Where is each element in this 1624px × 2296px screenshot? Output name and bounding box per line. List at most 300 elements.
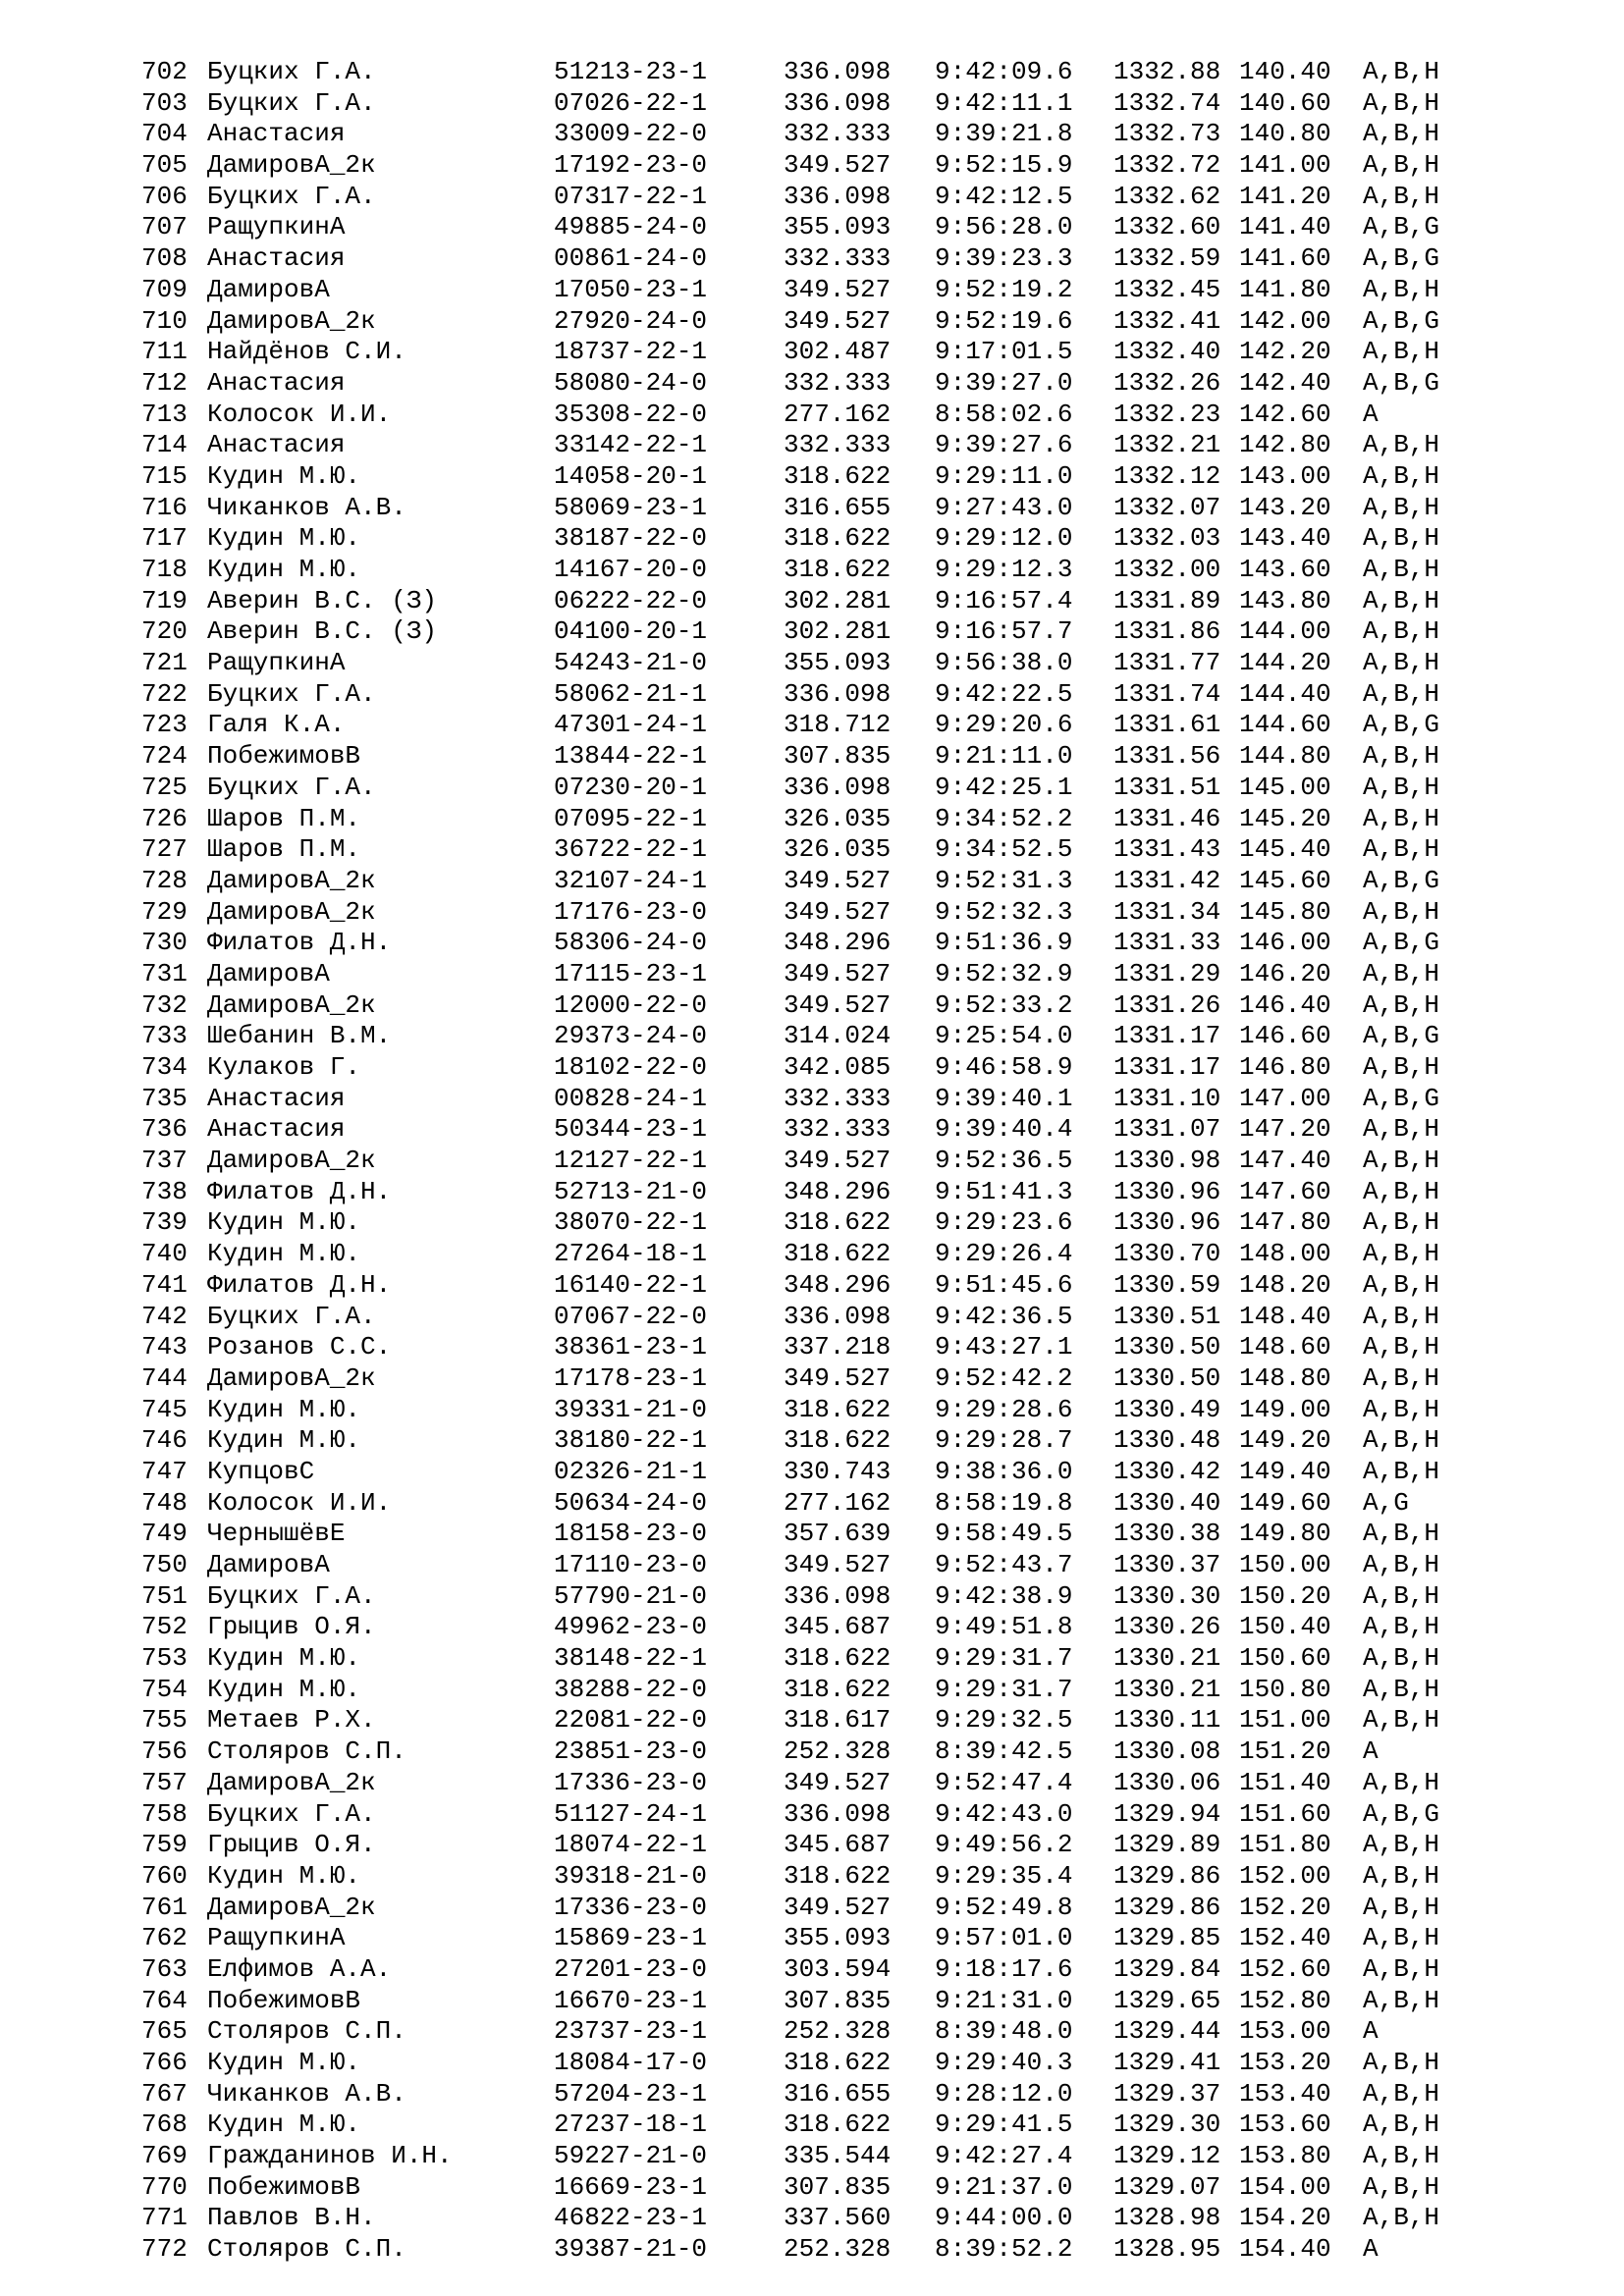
distance-value: 318.622	[784, 460, 892, 491]
ring-number: 49962-23-0	[554, 1612, 708, 1642]
coefficient-value: 150.60	[1239, 1643, 1331, 1674]
owner-name: Колосок И.И.	[207, 1487, 392, 1518]
ring-number: 12000-22-0	[554, 989, 708, 1020]
coefficient-value: 153.80	[1239, 2141, 1331, 2171]
category-flags: A,B,H	[1363, 1114, 1440, 1145]
category-flags: A,B,H	[1363, 1767, 1440, 1797]
ring-number: 57790-21-0	[554, 1580, 708, 1611]
owner-name: Анастасия	[207, 119, 346, 149]
place-number: 716	[141, 492, 188, 522]
category-flags: A,B,H	[1363, 430, 1440, 460]
ring-number: 35308-22-0	[554, 399, 708, 429]
coefficient-value: 149.00	[1239, 1394, 1331, 1424]
category-flags: A,B,H	[1363, 1394, 1440, 1424]
speed-value: 1329.89	[1113, 1830, 1221, 1860]
coefficient-value: 147.60	[1239, 1176, 1331, 1206]
place-number: 759	[141, 1830, 188, 1860]
category-flags: A,B,H	[1363, 989, 1440, 1020]
owner-name: Павлов В.Н.	[207, 2203, 376, 2233]
speed-value: 1332.12	[1113, 460, 1221, 491]
distance-value: 332.333	[784, 243, 892, 274]
place-number: 703	[141, 87, 188, 118]
arrival-time: 9:21:11.0	[935, 741, 1073, 772]
coefficient-value: 141.00	[1239, 150, 1331, 181]
category-flags: A,B,G	[1363, 865, 1440, 895]
owner-name: ДамировА_2к	[207, 1362, 376, 1393]
coefficient-value: 146.40	[1239, 989, 1331, 1020]
speed-value: 1329.84	[1113, 1953, 1221, 1984]
place-number: 746	[141, 1425, 188, 1456]
coefficient-value: 143.80	[1239, 585, 1331, 615]
coefficient-value: 147.40	[1239, 1146, 1331, 1176]
ring-number: 54243-21-0	[554, 648, 708, 678]
owner-name: Анастасия	[207, 1083, 346, 1113]
coefficient-value: 141.60	[1239, 243, 1331, 274]
speed-value: 1328.95	[1113, 2234, 1221, 2265]
arrival-time: 9:51:41.3	[935, 1176, 1073, 1206]
arrival-time: 9:39:40.1	[935, 1083, 1073, 1113]
distance-value: 348.296	[784, 1269, 892, 1300]
place-number: 706	[141, 181, 188, 211]
category-flags: A,B,H	[1363, 1674, 1440, 1704]
owner-name: Буцких Г.А.	[207, 87, 376, 118]
category-flags: A,B,H	[1363, 585, 1440, 615]
place-number: 726	[141, 803, 188, 833]
category-flags: A,B,H	[1363, 2203, 1440, 2233]
category-flags: A,B,H	[1363, 1892, 1440, 1922]
ring-number: 18158-23-0	[554, 1519, 708, 1549]
arrival-time: 9:42:27.4	[935, 2141, 1073, 2171]
owner-name: Елфимов А.А.	[207, 1953, 392, 1984]
ring-number: 32107-24-1	[554, 865, 708, 895]
speed-value: 1332.60	[1113, 212, 1221, 242]
speed-value: 1331.86	[1113, 616, 1221, 647]
coefficient-value: 143.20	[1239, 492, 1331, 522]
place-number: 748	[141, 1487, 188, 1518]
arrival-time: 9:29:11.0	[935, 460, 1073, 491]
arrival-time: 9:38:36.0	[935, 1456, 1073, 1486]
distance-value: 336.098	[784, 57, 892, 86]
place-number: 760	[141, 1860, 188, 1891]
ring-number: 18074-22-1	[554, 1830, 708, 1860]
speed-value: 1329.65	[1113, 1985, 1221, 2015]
speed-value: 1331.26	[1113, 989, 1221, 1020]
ring-number: 12127-22-1	[554, 1146, 708, 1176]
coefficient-value: 153.60	[1239, 2109, 1331, 2140]
speed-value: 1332.62	[1113, 181, 1221, 211]
arrival-time: 9:42:11.1	[935, 87, 1073, 118]
coefficient-value: 144.40	[1239, 678, 1331, 709]
category-flags: A,B,H	[1363, 87, 1440, 118]
category-flags: A,B,G	[1363, 928, 1440, 958]
distance-value: 316.655	[784, 2078, 892, 2109]
distance-value: 349.527	[784, 150, 892, 181]
distance-value: 337.218	[784, 1332, 892, 1362]
owner-name: Кудин М.Ю.	[207, 1207, 361, 1238]
category-flags: A,B,G	[1363, 367, 1440, 398]
coefficient-value: 145.40	[1239, 834, 1331, 865]
ring-number: 02326-21-1	[554, 1456, 708, 1486]
speed-value: 1330.98	[1113, 1146, 1221, 1176]
coefficient-value: 146.00	[1239, 928, 1331, 958]
coefficient-value: 150.40	[1239, 1612, 1331, 1642]
speed-value: 1332.45	[1113, 274, 1221, 304]
distance-value: 318.712	[784, 710, 892, 740]
owner-name: Филатов Д.Н.	[207, 1269, 392, 1300]
category-flags: A,B,G	[1363, 710, 1440, 740]
arrival-time: 9:57:01.0	[935, 1923, 1073, 1953]
distance-value: 318.622	[784, 1394, 892, 1424]
category-flags: A,B,H	[1363, 1301, 1440, 1331]
distance-value: 318.622	[784, 1860, 892, 1891]
category-flags: A,B,H	[1363, 741, 1440, 772]
ring-number: 52713-21-0	[554, 1176, 708, 1206]
ring-number: 36722-22-1	[554, 834, 708, 865]
coefficient-value: 143.00	[1239, 460, 1331, 491]
category-flags: A,B,H	[1363, 1239, 1440, 1269]
place-number: 704	[141, 119, 188, 149]
speed-value: 1331.43	[1113, 834, 1221, 865]
place-number: 770	[141, 2171, 188, 2202]
ring-number: 38288-22-0	[554, 1674, 708, 1704]
owner-name: Кудин М.Ю.	[207, 2109, 361, 2140]
arrival-time: 9:39:23.3	[935, 243, 1073, 274]
place-number: 719	[141, 585, 188, 615]
category-flags: A,B,H	[1363, 460, 1440, 491]
arrival-time: 9:52:43.7	[935, 1550, 1073, 1579]
place-number: 714	[141, 430, 188, 460]
speed-value: 1330.96	[1113, 1176, 1221, 1206]
distance-value: 348.296	[784, 1176, 892, 1206]
place-number: 738	[141, 1176, 188, 1206]
distance-value: 318.622	[784, 523, 892, 554]
owner-name: Грыцив О.Я.	[207, 1830, 376, 1860]
ring-number: 58062-21-1	[554, 678, 708, 709]
distance-value: 336.098	[784, 772, 892, 802]
speed-value: 1330.50	[1113, 1362, 1221, 1393]
ring-number: 49885-24-0	[554, 212, 708, 242]
owner-name: Буцких Г.А.	[207, 678, 376, 709]
owner-name: Столяров С.П.	[207, 2016, 406, 2047]
coefficient-value: 150.00	[1239, 1550, 1331, 1579]
owner-name: ДамировА_2к	[207, 865, 376, 895]
distance-value: 355.093	[784, 648, 892, 678]
speed-value: 1329.86	[1113, 1860, 1221, 1891]
place-number: 721	[141, 648, 188, 678]
distance-value: 336.098	[784, 1301, 892, 1331]
category-flags: A,B,H	[1363, 119, 1440, 149]
arrival-time: 9:56:38.0	[935, 648, 1073, 678]
ring-number: 18102-22-0	[554, 1052, 708, 1082]
distance-value: 349.527	[784, 989, 892, 1020]
category-flags: A,G	[1363, 1487, 1409, 1518]
speed-value: 1330.70	[1113, 1239, 1221, 1269]
speed-value: 1331.10	[1113, 1083, 1221, 1113]
ring-number: 17176-23-0	[554, 896, 708, 927]
category-flags: A,B,H	[1363, 492, 1440, 522]
category-flags: A,B,H	[1363, 1612, 1440, 1642]
ring-number: 27920-24-0	[554, 305, 708, 336]
speed-value: 1332.26	[1113, 367, 1221, 398]
ring-number: 38361-23-1	[554, 1332, 708, 1362]
category-flags: A	[1363, 1736, 1379, 1767]
ring-number: 33009-22-0	[554, 119, 708, 149]
distance-value: 318.622	[784, 2109, 892, 2140]
coefficient-value: 151.60	[1239, 1798, 1331, 1829]
distance-value: 355.093	[784, 212, 892, 242]
place-number: 741	[141, 1269, 188, 1300]
arrival-time: 9:21:37.0	[935, 2171, 1073, 2202]
speed-value: 1331.33	[1113, 928, 1221, 958]
coefficient-value: 152.00	[1239, 1860, 1331, 1891]
owner-name: ПобежимовВ	[207, 1985, 361, 2015]
ring-number: 29373-24-0	[554, 1021, 708, 1051]
ring-number: 59227-21-0	[554, 2141, 708, 2171]
arrival-time: 9:29:28.6	[935, 1394, 1073, 1424]
distance-value: 349.527	[784, 1767, 892, 1797]
coefficient-value: 148.60	[1239, 1332, 1331, 1362]
ring-number: 06222-22-0	[554, 585, 708, 615]
arrival-time: 9:29:26.4	[935, 1239, 1073, 1269]
distance-value: 349.527	[784, 896, 892, 927]
arrival-time: 8:58:02.6	[935, 399, 1073, 429]
speed-value: 1330.59	[1113, 1269, 1221, 1300]
owner-name: Филатов Д.Н.	[207, 1176, 392, 1206]
speed-value: 1331.89	[1113, 585, 1221, 615]
coefficient-value: 152.60	[1239, 1953, 1331, 1984]
arrival-time: 9:42:12.5	[935, 181, 1073, 211]
place-number: 736	[141, 1114, 188, 1145]
speed-value: 1328.98	[1113, 2203, 1221, 2233]
owner-name: Розанов С.С.	[207, 1332, 392, 1362]
owner-name: Буцких Г.А.	[207, 1580, 376, 1611]
coefficient-value: 145.60	[1239, 865, 1331, 895]
category-flags: A,B,G	[1363, 212, 1440, 242]
arrival-time: 9:29:31.7	[935, 1643, 1073, 1674]
speed-value: 1330.26	[1113, 1612, 1221, 1642]
category-flags: A,B,H	[1363, 2109, 1440, 2140]
place-number: 722	[141, 678, 188, 709]
owner-name: Филатов Д.Н.	[207, 928, 392, 958]
category-flags: A,B,H	[1363, 958, 1440, 988]
distance-value: 307.835	[784, 741, 892, 772]
owner-name: Анастасия	[207, 367, 346, 398]
speed-value: 1332.59	[1113, 243, 1221, 274]
place-number: 740	[141, 1239, 188, 1269]
speed-value: 1329.85	[1113, 1923, 1221, 1953]
category-flags: A	[1363, 2016, 1379, 2047]
place-number: 754	[141, 1674, 188, 1704]
arrival-time: 9:52:19.6	[935, 305, 1073, 336]
owner-name: Кудин М.Ю.	[207, 1425, 361, 1456]
coefficient-value: 146.60	[1239, 1021, 1331, 1051]
category-flags: A,B,G	[1363, 1021, 1440, 1051]
distance-value: 318.622	[784, 1674, 892, 1704]
speed-value: 1329.94	[1113, 1798, 1221, 1829]
place-number: 735	[141, 1083, 188, 1113]
owner-name: Гражданинов И.Н.	[207, 2141, 453, 2171]
place-number: 733	[141, 1021, 188, 1051]
arrival-time: 9:42:25.1	[935, 772, 1073, 802]
owner-name: Кудин М.Ю.	[207, 1674, 361, 1704]
category-flags: A,B,H	[1363, 1860, 1440, 1891]
coefficient-value: 141.80	[1239, 274, 1331, 304]
coefficient-value: 154.00	[1239, 2171, 1331, 2202]
coefficient-value: 154.20	[1239, 2203, 1331, 2233]
owner-name: Буцких Г.А.	[207, 1798, 376, 1829]
speed-value: 1331.61	[1113, 710, 1221, 740]
category-flags: A,B,H	[1363, 523, 1440, 554]
speed-value: 1330.51	[1113, 1301, 1221, 1331]
distance-value: 335.544	[784, 2141, 892, 2171]
distance-value: 318.622	[784, 1643, 892, 1674]
owner-name: Кудин М.Ю.	[207, 1239, 361, 1269]
ring-number: 07230-20-1	[554, 772, 708, 802]
distance-value: 336.098	[784, 1798, 892, 1829]
ring-number: 33142-22-1	[554, 430, 708, 460]
place-number: 730	[141, 928, 188, 958]
place-number: 728	[141, 865, 188, 895]
ring-number: 00828-24-1	[554, 1083, 708, 1113]
arrival-time: 9:52:36.5	[935, 1146, 1073, 1176]
place-number: 772	[141, 2234, 188, 2265]
arrival-time: 9:27:43.0	[935, 492, 1073, 522]
place-number: 720	[141, 616, 188, 647]
coefficient-value: 153.40	[1239, 2078, 1331, 2109]
arrival-time: 9:42:22.5	[935, 678, 1073, 709]
arrival-time: 9:29:35.4	[935, 1860, 1073, 1891]
arrival-time: 9:43:27.1	[935, 1332, 1073, 1362]
distance-value: 252.328	[784, 2234, 892, 2265]
coefficient-value: 152.80	[1239, 1985, 1331, 2015]
place-number: 745	[141, 1394, 188, 1424]
place-number: 761	[141, 1892, 188, 1922]
speed-value: 1329.37	[1113, 2078, 1221, 2109]
owner-name: Метаев Р.Х.	[207, 1705, 376, 1735]
ring-number: 27201-23-0	[554, 1953, 708, 1984]
ring-number: 39331-21-0	[554, 1394, 708, 1424]
arrival-time: 9:52:31.3	[935, 865, 1073, 895]
distance-value: 337.560	[784, 2203, 892, 2233]
arrival-time: 9:29:23.6	[935, 1207, 1073, 1238]
category-flags: A,B,H	[1363, 1146, 1440, 1176]
ring-number: 15869-23-1	[554, 1923, 708, 1953]
speed-value: 1330.42	[1113, 1456, 1221, 1486]
category-flags: A,B,H	[1363, 648, 1440, 678]
arrival-time: 9:42:38.9	[935, 1580, 1073, 1611]
place-number: 764	[141, 1985, 188, 2015]
speed-value: 1330.48	[1113, 1425, 1221, 1456]
ring-number: 27237-18-1	[554, 2109, 708, 2140]
arrival-time: 9:52:42.2	[935, 1362, 1073, 1393]
coefficient-value: 140.60	[1239, 87, 1331, 118]
speed-value: 1332.74	[1113, 87, 1221, 118]
ring-number: 07067-22-0	[554, 1301, 708, 1331]
distance-value: 318.622	[784, 1207, 892, 1238]
place-number: 737	[141, 1146, 188, 1176]
coefficient-value: 151.80	[1239, 1830, 1331, 1860]
place-number: 750	[141, 1550, 188, 1579]
ring-number: 17115-23-1	[554, 958, 708, 988]
owner-name: ДамировА	[207, 274, 330, 304]
coefficient-value: 148.80	[1239, 1362, 1331, 1393]
category-flags: A,B,G	[1363, 243, 1440, 274]
owner-name: РащупкинА	[207, 212, 346, 242]
distance-value: 307.835	[784, 2171, 892, 2202]
owner-name: ДамировА_2к	[207, 305, 376, 336]
coefficient-value: 149.20	[1239, 1425, 1331, 1456]
arrival-time: 8:58:19.8	[935, 1487, 1073, 1518]
place-number: 731	[141, 958, 188, 988]
owner-name: ПобежимовВ	[207, 2171, 361, 2202]
ring-number: 18084-17-0	[554, 2048, 708, 2077]
coefficient-value: 144.60	[1239, 710, 1331, 740]
distance-value: 326.035	[784, 803, 892, 833]
coefficient-value: 148.20	[1239, 1269, 1331, 1300]
ring-number: 23737-23-1	[554, 2016, 708, 2047]
category-flags: A,B,G	[1363, 305, 1440, 336]
ring-number: 14167-20-0	[554, 555, 708, 584]
distance-value: 345.687	[784, 1612, 892, 1642]
coefficient-value: 142.20	[1239, 337, 1331, 367]
place-number: 749	[141, 1519, 188, 1549]
ring-number: 57204-23-1	[554, 2078, 708, 2109]
speed-value: 1329.86	[1113, 1892, 1221, 1922]
place-number: 712	[141, 367, 188, 398]
distance-value: 357.639	[784, 1519, 892, 1549]
owner-name: Кулаков Г.	[207, 1052, 361, 1082]
ring-number: 58069-23-1	[554, 492, 708, 522]
coefficient-value: 148.40	[1239, 1301, 1331, 1331]
distance-value: 277.162	[784, 1487, 892, 1518]
category-flags: A,B,H	[1363, 2048, 1440, 2077]
distance-value: 330.743	[784, 1456, 892, 1486]
place-number: 715	[141, 460, 188, 491]
ring-number: 51127-24-1	[554, 1798, 708, 1829]
ring-number: 39318-21-0	[554, 1860, 708, 1891]
arrival-time: 9:52:19.2	[935, 274, 1073, 304]
ring-number: 14058-20-1	[554, 460, 708, 491]
owner-name: Кудин М.Ю.	[207, 1860, 361, 1891]
owner-name: ДамировА	[207, 1550, 330, 1579]
arrival-time: 9:39:27.6	[935, 430, 1073, 460]
owner-name: ДамировА_2к	[207, 150, 376, 181]
coefficient-value: 146.80	[1239, 1052, 1331, 1082]
speed-value: 1332.72	[1113, 150, 1221, 181]
owner-name: Галя К.А.	[207, 710, 346, 740]
category-flags: A,B,H	[1363, 1705, 1440, 1735]
arrival-time: 9:58:49.5	[935, 1519, 1073, 1549]
ring-number: 17178-23-1	[554, 1362, 708, 1393]
ring-number: 07026-22-1	[554, 87, 708, 118]
owner-name: Грыцив О.Я.	[207, 1612, 376, 1642]
owner-name: Анастасия	[207, 430, 346, 460]
ring-number: 16140-22-1	[554, 1269, 708, 1300]
coefficient-value: 150.20	[1239, 1580, 1331, 1611]
place-number: 771	[141, 2203, 188, 2233]
distance-value: 326.035	[784, 834, 892, 865]
arrival-time: 9:51:36.9	[935, 928, 1073, 958]
coefficient-value: 142.00	[1239, 305, 1331, 336]
speed-value: 1330.30	[1113, 1580, 1221, 1611]
distance-value: 332.333	[784, 1114, 892, 1145]
category-flags: A,B,H	[1363, 1362, 1440, 1393]
ring-number: 38187-22-0	[554, 523, 708, 554]
owner-name: Чиканков А.В.	[207, 492, 406, 522]
ring-number: 17192-23-0	[554, 150, 708, 181]
arrival-time: 9:52:49.8	[935, 1892, 1073, 1922]
distance-value: 348.296	[784, 928, 892, 958]
